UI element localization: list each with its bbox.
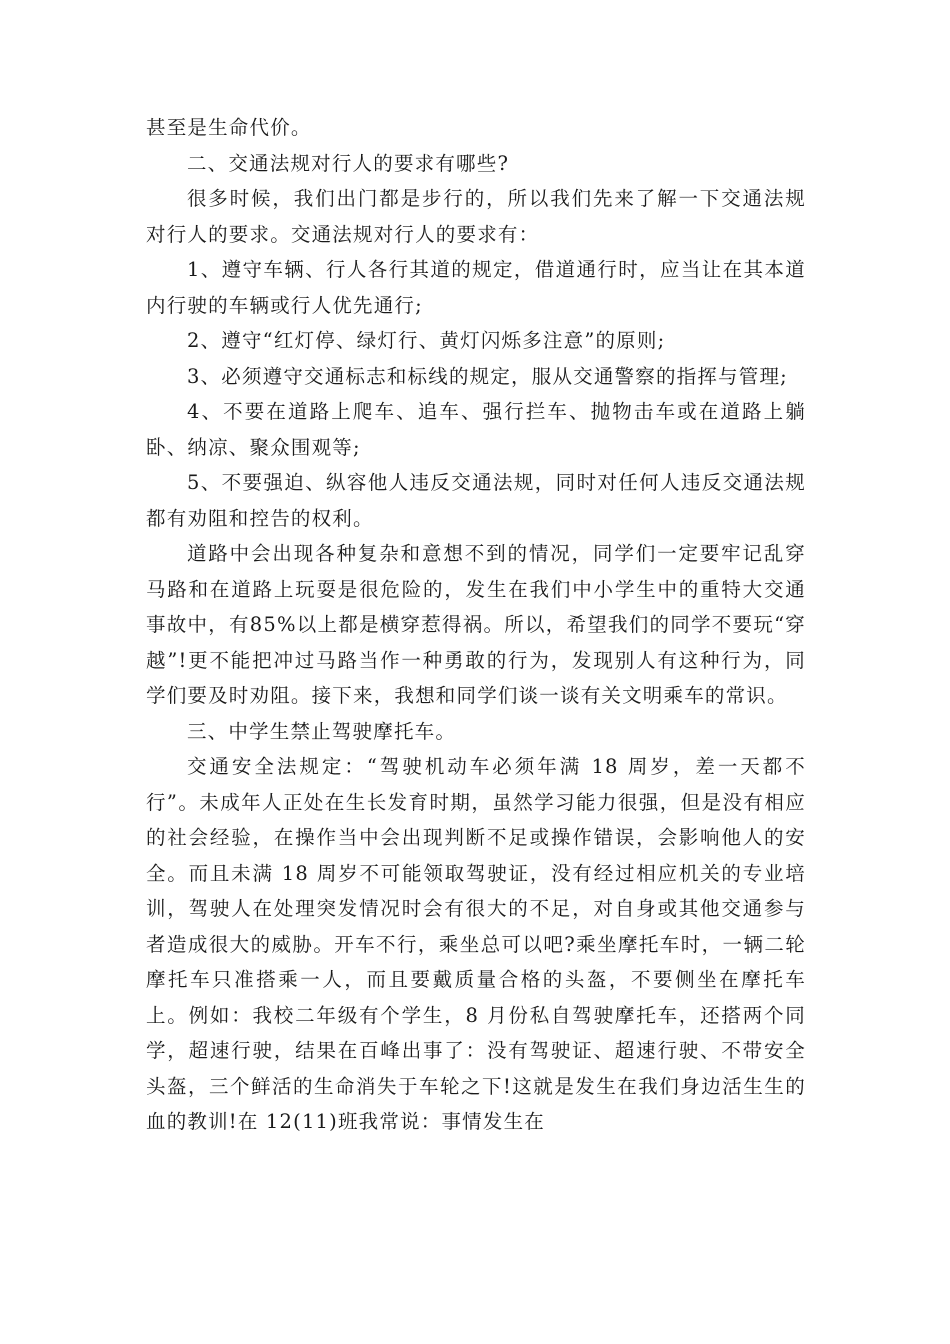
rule-item-2: 2、遵守“红灯停、绿灯行、黄灯闪烁多注意”的原则;: [186, 329, 666, 352]
rule-item-5: 5、不要强迫、纵容他人违反交通法规，同时对任何人违反交通法规都有劝阻和控告的权利。: [146, 471, 806, 530]
paragraph-intro: 很多时候，我们出门都是步行的，所以我们先来了解一下交通法规对行人的要求。交通法规对行人的要求有：: [146, 187, 806, 246]
rule-item-4: 4、不要在道路上爬车、追车、强行拦车、抛物击车或在道路上躺卧、纳凉、聚众围观等;: [146, 400, 806, 459]
document-page: [146, 110, 806, 1140]
paragraph-motorcycle-law: 交通安全法规定：“驾驶机动车必须年满 18 周岁，差一天都不行”。未成年人正处在生长发育时期，虽然学习能力很强，但是没有相应的社会经验，在操作当中会出现判断不足或操作错误，会影响他人的安全。而且未满 18 周岁不可能领取驾驶证，没有经过相应机关的专业培训，驾驶人在处理突发情况时会有很大的不足，对自身或其他交通参与者造成很大的威胁。开车不行，乘坐总可以吧?乘坐摩托车时，一辆二轮摩托车只准搭乘一人，而且要戴质量合格的头盔，不要侧坐在摩托车上。例如：我校二年级有个学生，8 月份私自驾驶摩托车，还搭两个同学，超速行驶，结果在百峰出事了：没有驾驶证、超速行驶、不带安全头盔，三个鲜活的生命消失于车轮之下!这就是发生在我们身边活生生的血的教训!在 12(11)班我常说：事情发生在: [146, 755, 806, 1133]
rule-item-1: 1、遵守车辆、行人各行其道的规定，借道通行时，应当让在其本道内行驶的车辆或行人优先通行;: [146, 258, 806, 317]
rule-item-3: 3、必须遵守交通标志和标线的规定，服从交通警察的指挥与管理;: [186, 364, 788, 388]
paragraph-road-danger: 道路中会出现各种复杂和意想不到的情况，同学们一定要牢记乱穿马路和在道路上玩耍是很危险的，发生在我们中小学生中的重特大交通事故中，有85%以上都是横穿惹得祸。所以，希望我们的同学不要玩“穿越”!更不能把冲过马路当作一种勇敢的行为，发现别人有这种行为，同学们要及时劝阻。接下来，我想和同学们谈一谈有关文明乘车的常识。: [146, 542, 806, 707]
section-heading-motorcycle: 三、中学生禁止驾驶摩托车。: [186, 719, 457, 743]
section-heading-pedestrian-rules: 二、交通法规对行人的要求有哪些?: [186, 151, 510, 175]
paragraph-continuation: 甚至是生命代价。: [146, 116, 312, 139]
